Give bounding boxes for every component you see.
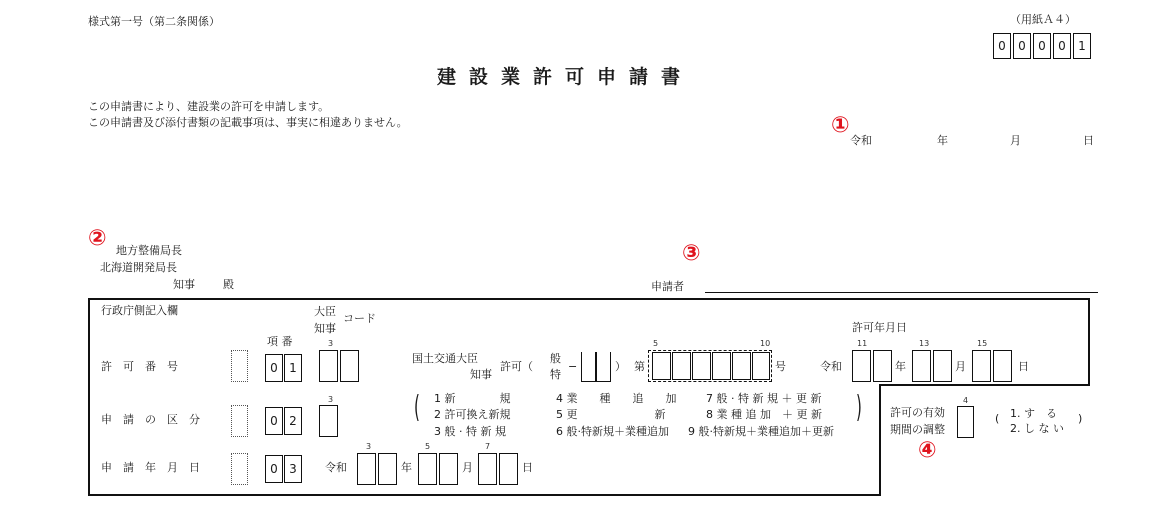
option-9: 9 般·特新規＋業種追加＋更新 — [688, 425, 834, 438]
addressee-honorific: 殿 — [223, 278, 234, 291]
item-no-label: 項 番 — [267, 335, 293, 348]
input-box[interactable] — [319, 350, 338, 382]
validity-option-1: 1. す る — [1010, 407, 1057, 420]
input-box[interactable] — [378, 453, 397, 485]
option-7: 7 般 · 特 新 規 ＋ 更 新 — [706, 392, 822, 405]
application-date-label: 申 請 年 月 日 — [101, 461, 200, 474]
option-2: 2 許可換え新規 — [434, 408, 511, 421]
input-box[interactable] — [231, 453, 248, 485]
go-label: 号 — [775, 360, 786, 373]
permit-date-label: 許可年月日 — [852, 321, 907, 334]
input-box[interactable] — [357, 453, 376, 485]
input-box[interactable] — [993, 350, 1012, 382]
column-number: 15 — [977, 339, 988, 348]
admin-heading: 行政庁側記入欄 — [101, 304, 178, 317]
input-box[interactable] — [933, 350, 952, 382]
column-number: 13 — [919, 339, 930, 348]
intro-line-2: この申請書及び添付書類の記載事項は、事実に相違ありません。 — [88, 116, 408, 129]
admin-minister: 大臣 — [314, 305, 336, 318]
serial-digit: 0 — [1058, 39, 1066, 53]
app-date-month: 月 — [462, 461, 473, 474]
admin-governor: 知事 — [314, 322, 336, 335]
input-box[interactable] — [439, 453, 458, 485]
permit-day: 日 — [1018, 360, 1029, 373]
page-title: 建設業許可申請書 — [437, 66, 694, 88]
input-box[interactable] — [852, 350, 871, 382]
column-number: 3 — [328, 395, 334, 404]
option-4: 4 業 種 追 加 — [556, 392, 677, 405]
column-number: 3 — [366, 442, 372, 451]
serial-digit: 0 — [1038, 39, 1046, 53]
permit-month: 月 — [955, 360, 966, 373]
app-date-era: 令和 — [325, 461, 347, 474]
applicant-line[interactable] — [705, 292, 1098, 293]
app-date-year: 年 — [401, 461, 412, 474]
input-box[interactable] — [581, 352, 596, 382]
option-3: 3 般 · 特 新 規 — [434, 425, 506, 438]
option-1: 1 新 規 — [434, 392, 511, 405]
option-8: 8 業 種 追 加 ＋ 更 新 — [706, 408, 822, 421]
validity-input[interactable] — [957, 406, 974, 438]
code-digit: 2 — [289, 414, 297, 428]
validity-option-2: 2. し な い — [1010, 422, 1064, 435]
date-year: 年 — [937, 134, 948, 147]
mlit-minister: 国土交通大臣 — [412, 352, 478, 365]
serial-digit: 0 — [1018, 39, 1026, 53]
permit-number-label: 許 可 番 号 — [101, 360, 178, 373]
input-box[interactable] — [319, 405, 338, 437]
addressee-line-1: 地方整備局長 — [116, 244, 182, 257]
input-box[interactable] — [231, 405, 248, 437]
code-digit: 0 — [270, 361, 278, 375]
marker-1: ① — [831, 113, 850, 138]
special-label: 特 — [550, 368, 561, 381]
admin-code: コード — [343, 312, 376, 325]
column-number: 3 — [328, 339, 334, 348]
column-number: 7 — [485, 442, 491, 451]
validity-label-2: 期間の調整 — [890, 423, 945, 436]
permit-governor: 知事 — [470, 368, 492, 381]
dai-label: 第 — [634, 360, 645, 373]
code-digit: 0 — [270, 414, 278, 428]
input-box[interactable] — [418, 453, 437, 485]
marker-3: ③ — [682, 241, 701, 266]
option-6: 6 般·特新規＋業種追加 — [556, 425, 669, 438]
input-box[interactable] — [912, 350, 931, 382]
form-number: 様式第一号（第二条関係） — [88, 15, 220, 28]
date-month: 月 — [1010, 134, 1021, 147]
date-day: 日 — [1083, 134, 1094, 147]
code-digit: 1 — [289, 361, 297, 375]
date-era: 令和 — [850, 134, 872, 147]
serial-digit: 0 — [998, 39, 1006, 53]
option-5: 5 更 新 — [556, 408, 666, 421]
validity-label-1: 許可の有効 — [890, 406, 945, 419]
input-box[interactable] — [873, 350, 892, 382]
input-box[interactable] — [340, 350, 359, 382]
permit-close: ） — [615, 360, 626, 373]
permit-year: 年 — [895, 360, 906, 373]
column-number: 5 — [425, 442, 431, 451]
addressee-governor: 知事 — [173, 278, 195, 291]
marker-4: ④ — [918, 438, 937, 463]
permit-open: 許可（ — [500, 360, 533, 373]
applicant-label: 申請者 — [651, 280, 684, 293]
input-box[interactable] — [231, 350, 248, 382]
column-number: 11 — [857, 339, 868, 348]
paper-size: （用紙Ａ４） — [1010, 13, 1076, 26]
application-type-label: 申 請 の 区 分 — [101, 413, 200, 426]
input-box[interactable] — [972, 350, 991, 382]
input-box[interactable] — [596, 352, 611, 382]
input-box[interactable] — [499, 453, 518, 485]
permit-era: 令和 — [820, 360, 842, 373]
permit-dash: − — [568, 360, 578, 373]
general-label: 般 — [550, 352, 561, 365]
app-date-day: 日 — [522, 461, 533, 474]
code-digit: 0 — [270, 462, 278, 476]
code-digit: 3 — [289, 462, 297, 476]
intro-line-1: この申請書により、建設業の許可を申請します。 — [88, 100, 330, 113]
addressee-line-2: 北海道開発局長 — [100, 261, 177, 274]
serial-digit: 1 — [1078, 39, 1086, 53]
column-number: 5 — [653, 339, 659, 348]
column-number: 4 — [963, 396, 969, 405]
column-number: 10 — [760, 339, 771, 348]
marker-2: ② — [88, 226, 107, 251]
input-box[interactable] — [478, 453, 497, 485]
